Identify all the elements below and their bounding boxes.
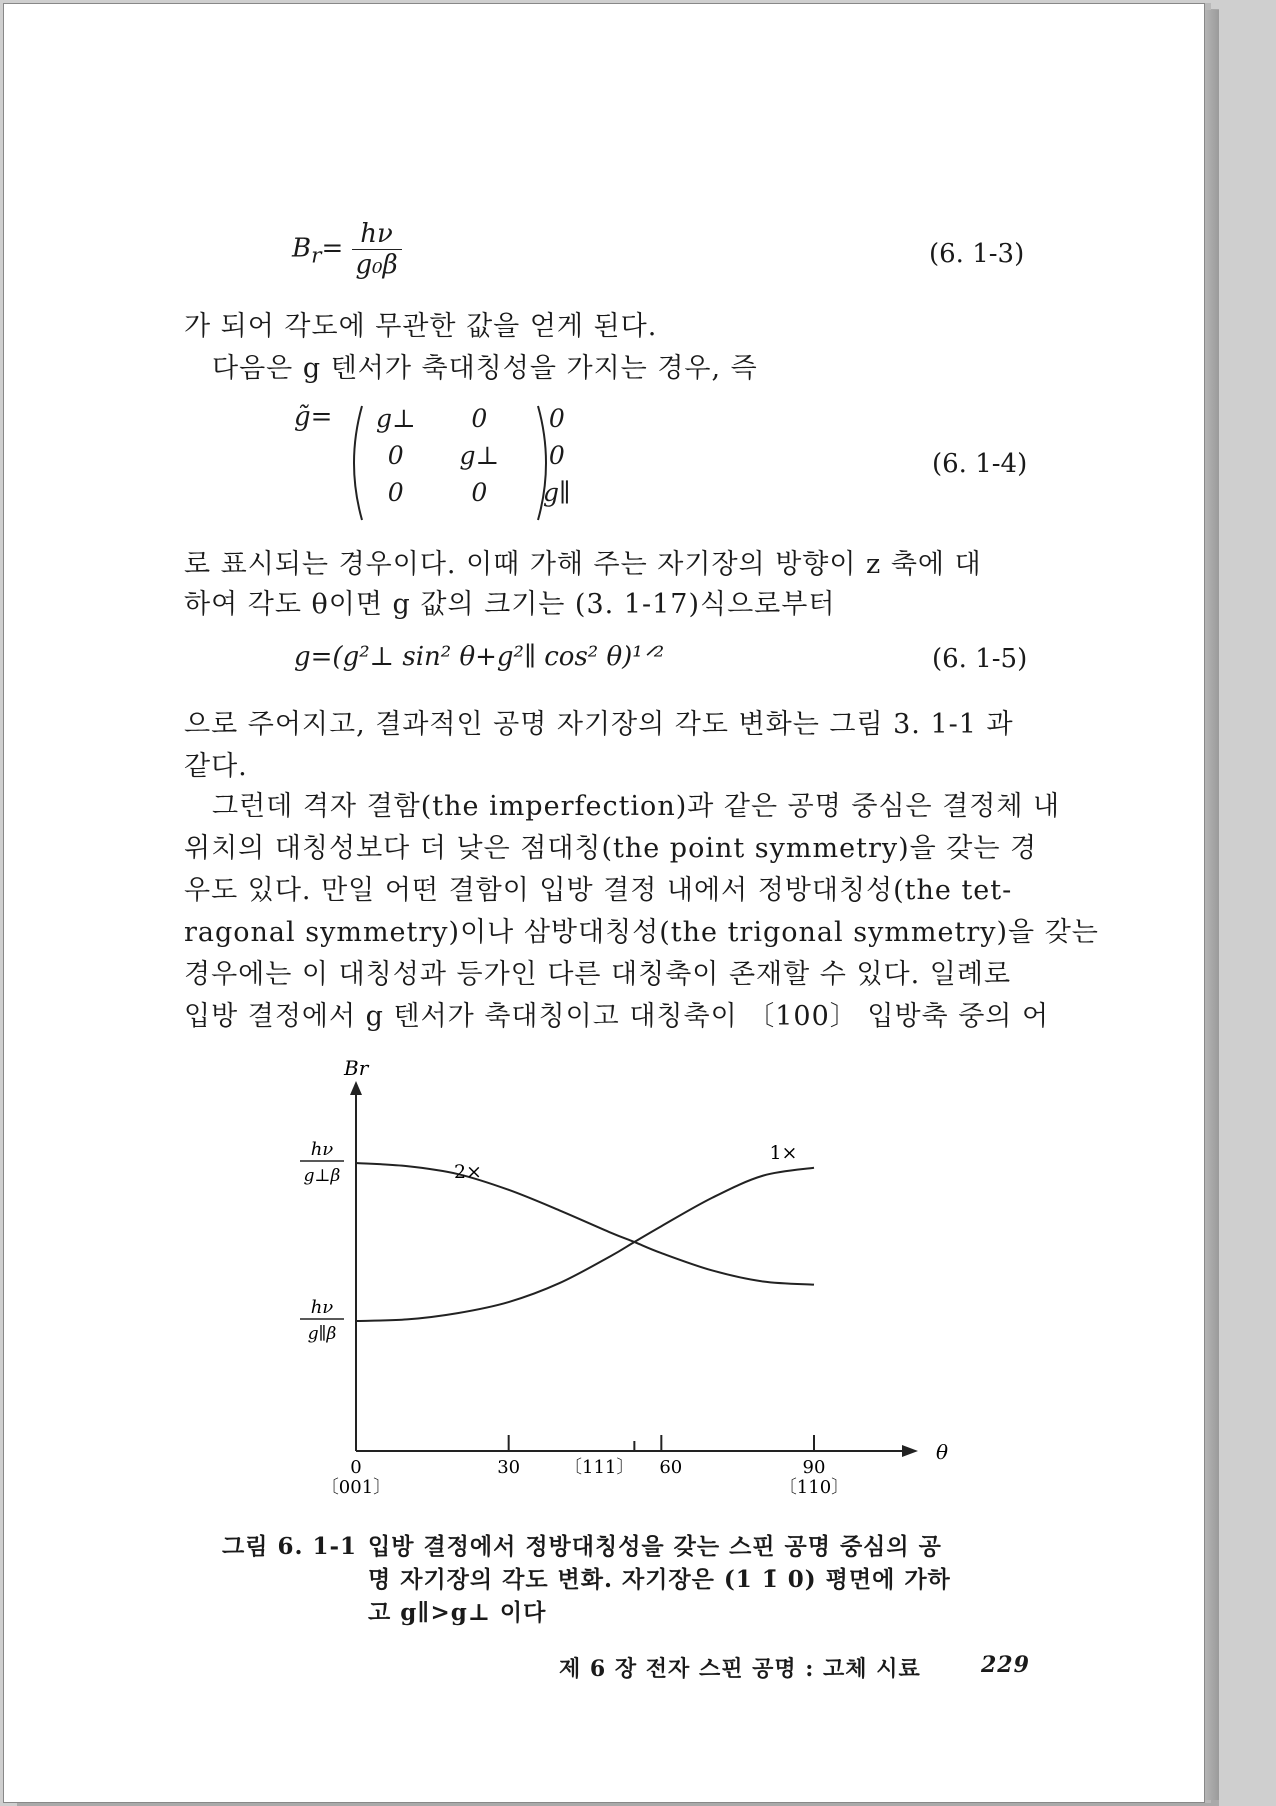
x-tick-label: 30: [497, 1457, 521, 1478]
body-line-1: 가 되어 각도에 무관한 값을 얻게 된다.: [184, 311, 658, 342]
matrix-cell: 0: [548, 441, 565, 470]
body-line-6: 같다.: [184, 751, 248, 782]
matrix-row: [354, 400, 593, 437]
series-label-1x: 1×: [769, 1142, 798, 1164]
caption-line-1: 입방 결정에서 정방대칭성을 갖는 스핀 공명 중심의 공: [368, 1533, 942, 1560]
running-footer: 제 6 장 전자 스핀 공명 : 고체 시료: [559, 1656, 921, 1682]
y-axis-arrow: [350, 1081, 362, 1095]
matrix-cell: 0: [387, 441, 404, 470]
figure-label: 그림 6. 1-1: [222, 1533, 358, 1560]
y-level-high-denominator: g⊥β: [303, 1166, 341, 1186]
y-level-high-numerator: hν: [310, 1139, 334, 1160]
matrix-row: [354, 437, 593, 474]
page: [3, 3, 1205, 1803]
x-direction-label-110: 〔110〕: [778, 1477, 850, 1498]
caption-line-2: 명 자기장의 각도 변화. 자기장은 (1 1̄ 0) 평면에 가하: [368, 1566, 951, 1593]
matrix-cell: 0: [387, 478, 404, 507]
series-line-1x: [356, 1168, 814, 1321]
eq1-lhs-sub: r: [311, 243, 322, 269]
eq1-numerator: hν: [352, 219, 402, 250]
page-edge: [1205, 10, 1219, 1800]
matrix-cell: g∥: [543, 478, 571, 507]
eq3-number: (6. 1-5): [932, 644, 1028, 674]
matrix-cell: g⊥: [459, 441, 500, 470]
x-axis-label: θ: [936, 1440, 949, 1464]
body-line-8: 위치의 대칭성보다 더 낮은 점대칭(the point symmetry)을 갖는 경: [184, 833, 1038, 864]
body-line-10: ragonal symmetry)이나 삼방대칭성(the trigonal symmetry)을 갖는: [184, 917, 1099, 948]
x-tick-label: 60: [659, 1457, 683, 1478]
x-axis-arrow: [902, 1445, 918, 1457]
body-line-3: 로 표시되는 경우이다. 이때 가해 주는 자기장의 방향이 z 축에 대: [184, 549, 982, 580]
x-tick-label-111: 〔111〕: [564, 1457, 635, 1478]
eq1-lhs: B: [292, 233, 312, 264]
equation-6-1-5: g=(g²⊥ sin² θ+g²∥ cos² θ)¹ᐟ²: [294, 642, 665, 672]
matrix-cell: 0: [471, 404, 488, 433]
page-number: 229: [981, 1652, 1030, 1678]
series-label-2x: 2×: [453, 1161, 482, 1184]
y-level-low-denominator: g∥β: [307, 1324, 337, 1344]
eq1-number: (6. 1-3): [929, 239, 1025, 269]
eq1-denominator: g₀β: [355, 250, 398, 280]
body-line-5: 으로 주어지고, 결과적인 공명 자기장의 각도 변화는 그림 3. 1-1 과: [184, 709, 1014, 740]
body-line-11: 경우에는 이 대칭성과 등가인 다른 대칭축이 존재할 수 있다. 일례로: [184, 959, 1012, 990]
matrix-row: [354, 474, 593, 511]
matrix-cell: 0: [548, 404, 565, 433]
body-line-12: 입방 결정에서 g 텐서가 축대칭이고 대칭축이 〔100〕 입방축 중의 어: [184, 1001, 1050, 1032]
x-tick-label: 90: [802, 1457, 826, 1478]
angular-variation-chart: [274, 1059, 974, 1519]
matrix-cell: g⊥: [376, 404, 416, 433]
body-line-4: 하여 각도 θ이면 g 값의 크기는 (3. 1-17)식으로부터: [184, 589, 836, 620]
g-tensor-matrix: [354, 400, 593, 511]
eq2-lhs: g̃=: [294, 402, 333, 432]
body-line-9: 우도 있다. 만일 어떤 결함이 입방 결정 내에서 정방대칭성(the tet-: [184, 875, 1013, 906]
x-tick-label: 0: [350, 1457, 362, 1478]
matrix-cell: 0: [471, 478, 488, 507]
body-line-7: 그런데 격자 결함(the imperfection)과 같은 공명 중심은 결정체 내: [212, 791, 1061, 822]
eq2-number: (6. 1-4): [932, 449, 1028, 479]
eq1-equals: =: [321, 233, 344, 264]
eq1-fraction: [352, 219, 402, 280]
equation-6-1-3: [292, 219, 402, 280]
caption-line-3: 고 g∥>g⊥ 이다: [368, 1599, 547, 1626]
x-direction-label-001: 〔001〕: [320, 1477, 392, 1498]
body-line-2: 다음은 g 텐서가 축대칭성을 가지는 경우, 즉: [212, 353, 758, 384]
y-axis-label: Br: [344, 1059, 369, 1080]
matrix-right-paren: [534, 404, 556, 522]
y-level-low-numerator: hν: [310, 1297, 334, 1318]
